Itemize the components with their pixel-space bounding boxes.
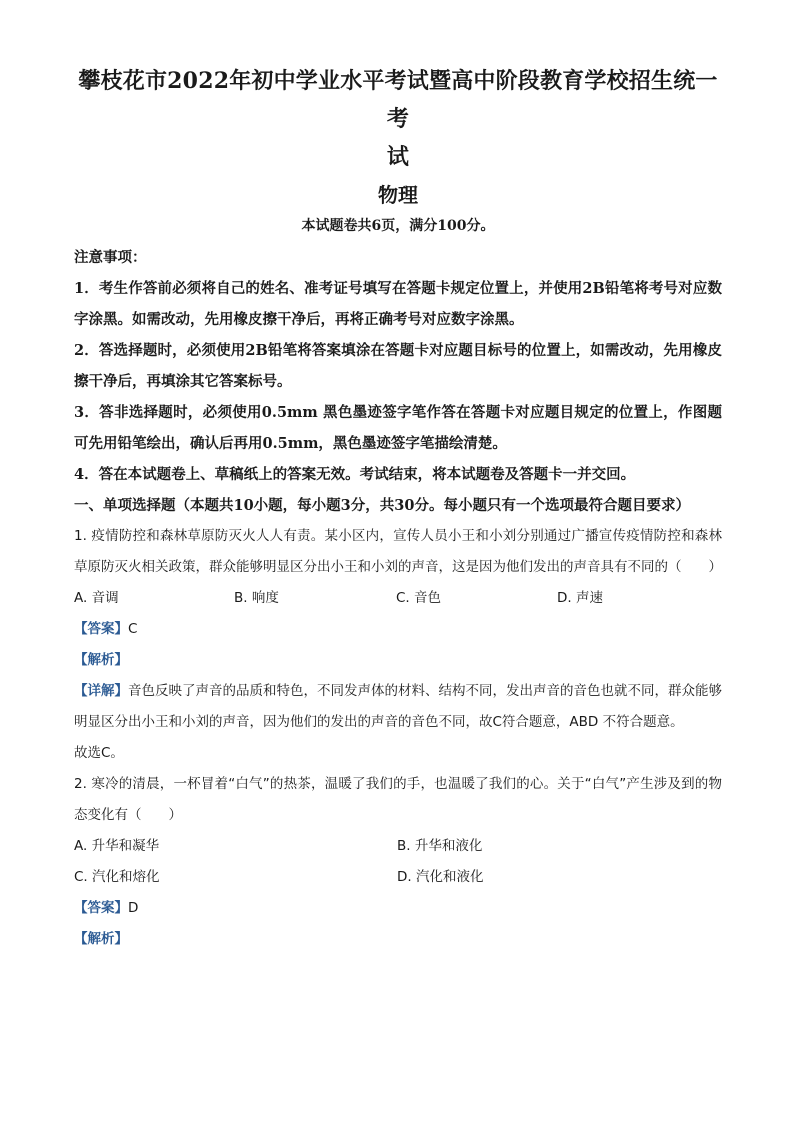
section-heading: 一、单项选择题（本题共10小题，每小题3分，共30分。每小题只有一个选项最符合题目要求） xyxy=(74,497,690,514)
note-item-3: 3．答非选择题时，必须使用0.5mm 黑色墨迹签字笔作答在答题卡对应题目规定的位置上，作图题可先用铅笔绘出，确认后再用0.5mm，黑色墨迹签字笔描绘清楚。 xyxy=(74,404,722,452)
q1-analysis-line xyxy=(74,645,722,676)
exam-meta: 本试题卷共6页，满分100分。 xyxy=(301,218,495,234)
q2-option-d: D. 汽化和液化 xyxy=(397,869,484,885)
q2-option-a: A. 升华和凝华 xyxy=(74,838,160,854)
note-item-2: 2．答选择题时，必须使用2B铅笔将答案填涂在答题卡对应题目标号的位置上，如需改动，先用橡皮擦干净后，再填涂其它答案标号。 xyxy=(74,342,722,390)
question-2-stem: 2. 寒冷的清晨，一杯冒着“白气”的热茶，温暖了我们的手，也温暖了我们的心。关于“白气”产生涉及到的物态变化有（ ） xyxy=(74,776,722,823)
q2-answer: D xyxy=(128,900,139,916)
q1-answer-tag: 【答案】 xyxy=(74,621,128,637)
notes-heading: 注意事项： xyxy=(74,249,147,266)
q1-option-d: D. 声速 xyxy=(557,590,603,606)
exam-page xyxy=(74,62,722,955)
question-2-options xyxy=(74,831,722,893)
q2-answer-line xyxy=(74,893,722,924)
q1-answer: C xyxy=(128,621,138,637)
exam-title-line-1: 攀枝花市2022年初中学业水平考试暨高中阶段教育学校招生统一考 xyxy=(78,68,718,132)
q1-conclusion: 故选C。 xyxy=(74,745,124,761)
q1-option-b: B. 响度 xyxy=(234,590,279,606)
question-1-stem: 1. 疫情防控和森林草原防灭火人人有责。某小区内，宣传人员小王和小刘分别通过广播宣传疫情防控和森林草原防灭火相关政策，群众能够明显区分出小王和小刘的声音，这是因为他们发出的声音具有不同的（ ） xyxy=(74,528,722,575)
q1-option-a: A. 音调 xyxy=(74,590,119,606)
subject-title: 物理 xyxy=(378,183,418,207)
q1-detail-text: 音色反映了声音的品质和特色，不同发声体的材料、结构不同，发出声音的音色也就不同，群众能够明显区分出小王和小刘的声音，因为他们的发出的声音的音色不同，故C符合题意，ABD 不符合题意。 xyxy=(74,683,722,730)
exam-title-line-2: 试 xyxy=(386,144,410,170)
q2-analysis-line xyxy=(74,924,722,955)
q1-answer-line xyxy=(74,614,722,645)
q1-detail-tag: 【详解】 xyxy=(74,683,128,699)
q2-option-b: B. 升华和液化 xyxy=(397,838,483,854)
q1-option-c: C. 音色 xyxy=(396,590,442,606)
question-1-options xyxy=(74,583,722,614)
q2-answer-tag: 【答案】 xyxy=(74,900,128,916)
q2-analysis-tag: 【解析】 xyxy=(74,931,128,947)
note-item-1: 1．考生作答前必须将自己的姓名、准考证号填写在答题卡规定位置上，并使用2B铅笔将考号对应数字涂黑。如需改动，先用橡皮擦干净后，再将正确考号对应数字涂黑。 xyxy=(74,280,722,328)
q2-option-c: C. 汽化和熔化 xyxy=(74,869,160,885)
q1-analysis-tag: 【解析】 xyxy=(74,652,128,668)
q1-detail xyxy=(74,676,722,738)
note-item-4: 4．答在本试题卷上、草稿纸上的答案无效。考试结束，将本试题卷及答题卡一并交回。 xyxy=(74,466,636,483)
